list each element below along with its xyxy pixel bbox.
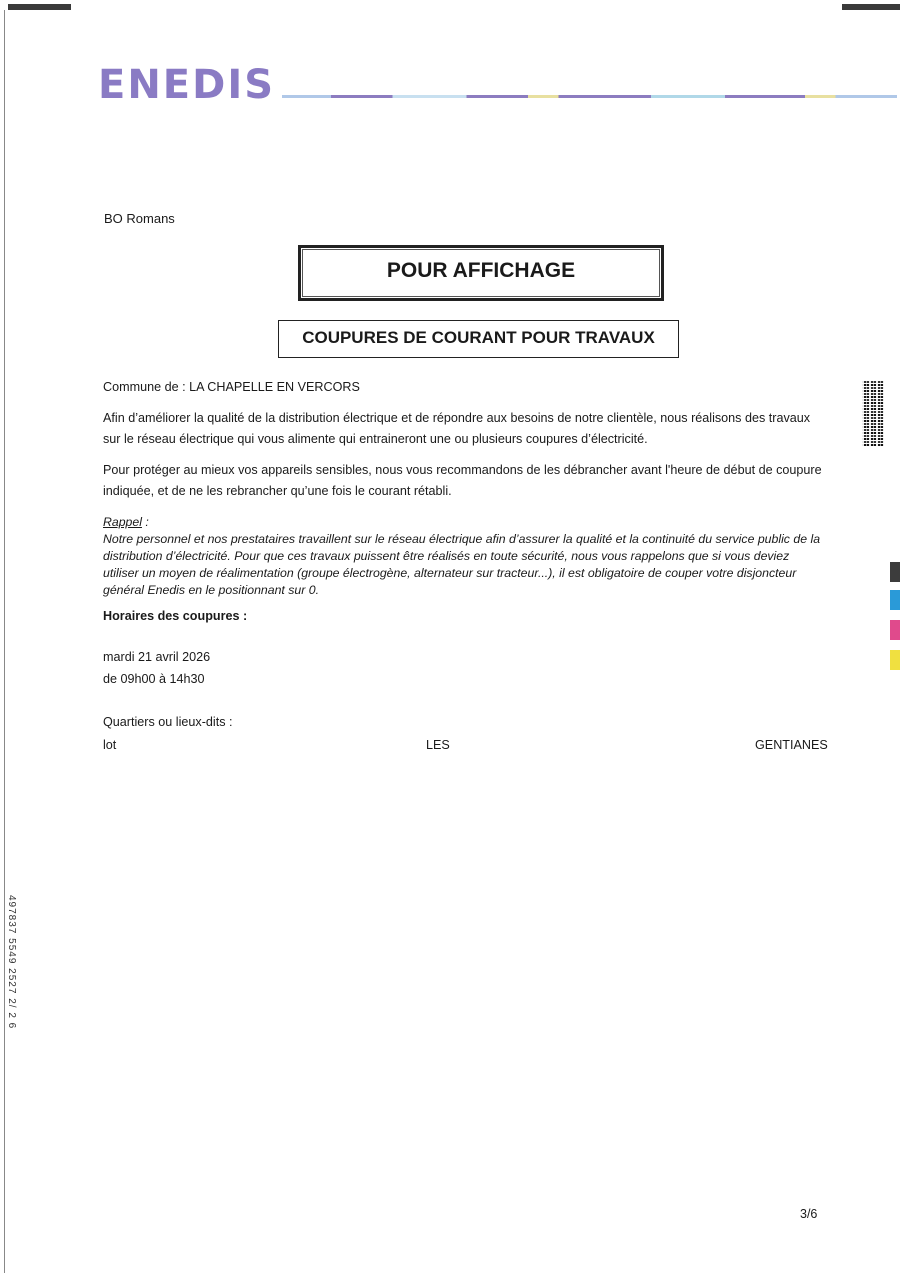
- side-print-code: 497837 5549 2527 2/ 2 6: [6, 895, 17, 1030]
- datamatrix-code-overlay: [862, 380, 884, 446]
- enedis-logo: ENEDIS: [98, 62, 276, 108]
- sender-label: BO Romans: [104, 211, 175, 226]
- location-item: LES: [426, 738, 450, 752]
- color-swatch-black: [890, 562, 900, 582]
- subtitle-box: COUPURES DE COURANT POUR TRAVAUX: [278, 320, 679, 358]
- paragraph-1: Afin d’améliorer la qualité de la distribution électrique et de répondre aux besoins de notre clientèle, nous réalisons des travaux sur le réseau électrique qui vous alimente qui entraineront une ou plusieurs coupures d’électricité.: [103, 411, 811, 446]
- page-number: 3/6: [800, 1207, 818, 1221]
- scan-edge-line: [4, 10, 5, 1273]
- title-box: POUR AFFICHAGE: [298, 245, 664, 301]
- paragraph-2: Pour protéger au mieux vos appareils sensibles, nous vous recommandons de les débrancher avant l'heure de début de coupure indiquée, et de ne les rebrancher qu’une fois le courant rétabli.: [103, 463, 822, 498]
- commune-line: Commune de : LA CHAPELLE EN VERCORS: [103, 380, 360, 394]
- crop-mark-right: [842, 4, 900, 10]
- outage-time: de 09h00 à 14h30: [103, 672, 205, 686]
- horaires-heading: Horaires des coupures :: [103, 609, 248, 623]
- quartiers-heading: Quartiers ou lieux-dits :: [103, 715, 233, 729]
- rappel-block: Rappel : Notre personnel et nos prestataires travaillent sur le réseau électrique afin d’assurer la qualité et la continuité du service public de la distribution d’électricité. Pour que ces travaux puissent être réalisés en toute sécurité, nous vous rappelons que si vous deviez utiliser un moyen de réalimentation (groupe électrogène, alternateur sur tracteur...), il est obligatoire de couper votre disjoncteur général Enedis en le positionnant sur 0.: [103, 514, 823, 599]
- logo-underline: [282, 95, 897, 98]
- rappel-title: Rappel: [103, 515, 142, 529]
- color-swatch-yellow: [890, 650, 900, 670]
- rappel-text: Notre personnel et nos prestataires travaillent sur le réseau électrique afin d’assurer la qualité et la continuité du service public de la distribution d’électricité. Pour que ces travaux puissent être réalisés en toute sécurité, nous vous rappelons que si vous deviez utiliser un moyen de réalimentation (groupe électrogène, alternateur sur tracteur...), il est obligatoire de couper votre disjoncteur général Enedis en le positionnant sur 0.: [103, 532, 821, 597]
- location-item: GENTIANES: [755, 738, 828, 752]
- color-swatch-cyan: [890, 590, 900, 610]
- crop-mark-left: [8, 4, 71, 10]
- color-swatch-magenta: [890, 620, 900, 640]
- outage-date: mardi 21 avril 2026: [103, 650, 211, 664]
- location-item: lot: [103, 738, 117, 752]
